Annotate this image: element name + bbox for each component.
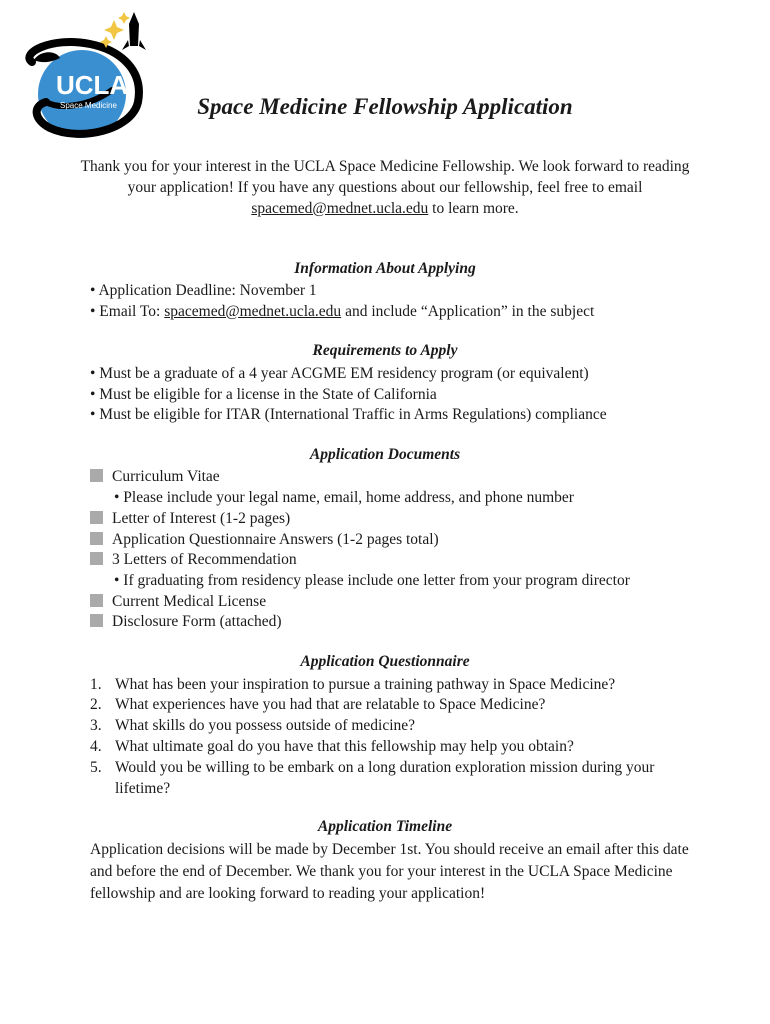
checkbox[interactable] (90, 532, 103, 545)
document-item: 3 Letters of Recommendation (90, 549, 297, 570)
question-item: 2. What experiences have you had that are relatable to Space Medicine? (90, 696, 546, 713)
requirement-item: • Must be eligible for a license in the State of California (90, 386, 437, 403)
timeline-heading: Application Timeline (317, 818, 453, 835)
checkbox[interactable] (90, 594, 103, 607)
document-note: • If graduating from residency please include one letter from your program director (114, 572, 630, 589)
document-note: • Please include your legal name, email, home address, and phone number (114, 489, 574, 506)
intro-email-link[interactable]: spacemed@mednet.ucla.edu (251, 200, 429, 217)
requirement-item: • Must be eligible for ITAR (International Traffic in Arms Regulations) compliance (90, 406, 607, 423)
document-item: Application Questionnaire Answers (1-2 pages total) (90, 529, 439, 550)
questionnaire-heading: Application Questionnaire (300, 653, 470, 670)
email-item: • Email To: spacemed@mednet.ucla.edu and include “Application” in the subject (90, 303, 595, 320)
checkbox[interactable] (90, 511, 103, 524)
checkbox[interactable] (90, 614, 103, 627)
document-item: Letter of Interest (1-2 pages) (90, 508, 290, 529)
info-heading: Information About Applying (294, 260, 476, 277)
document-item: Curriculum Vitae (90, 466, 220, 487)
email-link[interactable]: spacemed@mednet.ucla.edu (164, 303, 342, 320)
ucla-space-medicine-logo (20, 10, 148, 144)
question-item: 3. What skills do you possess outside of medicine? (90, 717, 416, 734)
question-item: 4. What ultimate goal do you have that this fellowship may help you obtain? (90, 738, 574, 755)
checkbox[interactable] (90, 552, 103, 565)
question-item: 5. Would you be willing to be embark on a long duration exploration mission during your lifetime? (90, 759, 655, 797)
page-title: Space Medicine Fellowship Application (197, 94, 573, 119)
checkbox[interactable] (90, 469, 103, 482)
svg-text:Space Medicine: Space Medicine (60, 101, 117, 110)
document-item: Disclosure Form (attached) (90, 611, 282, 632)
svg-text:UCLA: UCLA (56, 70, 129, 100)
document-item: Current Medical License (90, 591, 266, 612)
question-item: 1. What has been your inspiration to pursue a training pathway in Space Medicine? (90, 676, 616, 693)
timeline-paragraph: Application decisions will be made by December 1st. You should receive an email after this date and before the end of December. We thank you for your interest in the UCLA Space Medicine fellowship and are looking forward to reading your application! (90, 841, 689, 902)
requirements-heading: Requirements to Apply (312, 342, 458, 359)
requirement-item: • Must be a graduate of a 4 year ACGME EM residency program (or equivalent) (90, 365, 589, 382)
intro-paragraph: Thank you for your interest in the UCLA Space Medicine Fellowship. We look forward to reading your application! If you have any questions about our fellowship, feel free to email spacemed@mednet.ucla.edu to learn more. (80, 158, 690, 217)
documents-heading: Application Documents (309, 446, 461, 463)
deadline-item: • Application Deadline: November 1 (90, 282, 317, 299)
